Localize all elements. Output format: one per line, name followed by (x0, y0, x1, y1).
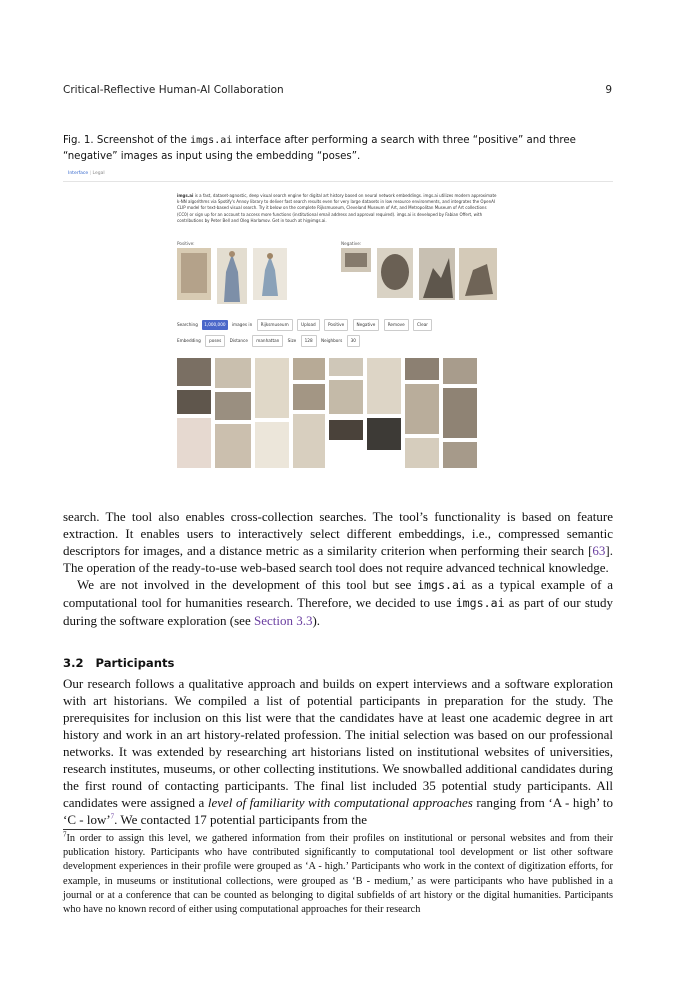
figure-caption: Fig. 1. Screenshot of the imgs.ai interface after performing a search with three “positive” and three “negative” images as input using the embedding “poses”. (63, 135, 576, 162)
result-image[interactable] (329, 420, 363, 440)
page-number: 9 (605, 84, 612, 96)
negative-label: Negative: (341, 241, 362, 246)
footnote-rule (63, 829, 141, 830)
result-image[interactable] (293, 414, 325, 468)
footnote-number: 7 (63, 830, 67, 839)
result-image[interactable] (405, 384, 439, 434)
nav-item-legal[interactable]: Legal (92, 171, 105, 176)
result-image[interactable] (329, 358, 363, 376)
footnote: $^7$In order to assign this level, we gathered information from their profiles on institutional or personal websites and from their publication history. Participants who have contributed significantly to computational tool development or list other software development experiences in their profile were grouped as ‘A - high.’ Participants who work in the context of digitization efforts, for example, in museums or institutional collections, were grouped as ‘B - medium,’ as were participants who have published in a journal or at a conference that can be counted as belonging to digital subfields of art history or the digital humanities. Participants who have no known record of either using computational approaches for their research (63, 830, 613, 916)
result-image[interactable] (367, 418, 401, 450)
neighbors-label: Neighbors (320, 338, 343, 343)
result-image[interactable] (293, 358, 325, 380)
result-image[interactable] (177, 418, 211, 468)
section-body (63, 675, 613, 828)
body-text (63, 508, 613, 629)
search-controls: Searching 1,000,000 images in Rijksmuseum Upload Positive Negative Remove Clear Embedding poses Distance manhattan Size 128 Neighbors 30 (177, 319, 502, 351)
distance-label: Distance (229, 338, 248, 343)
result-image[interactable] (255, 358, 289, 418)
positive-thumbnails (177, 248, 297, 308)
section-title: Participants (95, 656, 175, 670)
clear-button[interactable]: Clear (413, 319, 432, 331)
paragraph: search. The tool also enables cross-collection searches. The tool’s functionality is based on feature extraction. It enables users to interactively select different embeddings, i.e., compressed semantic descriptors for images, and a distance metric as a similarity criterion when performing their search [63]. The operation of the ready-to-use web-based search tool does not require advanced technical knowledge. (63, 509, 613, 575)
result-image[interactable] (215, 424, 251, 468)
size-label: Size (287, 338, 297, 343)
nav-item-interface[interactable]: Interface (68, 171, 89, 176)
figure-intro: imgs.ai is a fast, dataset-agnostic, deep visual search engine for digital art history based on neural network embeddings. imgs.ai utilizes modern approximate k-NN algorithms via Spotify's Annoy library to deliver fast search results even for very large datasets in low resource environments, and integrates the OpenAI CLIP model for text-based visual search. Try it below on the complete Rijksmuseum, Cleveland Museum of Art, and Metropolitan Museum of Art collections (CC0) or sign up for an account to access more functions (institutional email address and approval required). imgs.ai is developed by Fabian Offert, with contributions by Peter Bell and Oleg Harlamov. Get in touch at hi@imgs.ai. (177, 193, 497, 223)
neighbors-select[interactable]: 30 (347, 335, 360, 347)
positive-label: Positive: (177, 241, 195, 246)
negative-panel (341, 241, 361, 246)
distance-select[interactable]: manhattan (252, 335, 283, 347)
result-image[interactable] (255, 422, 289, 468)
result-image[interactable] (405, 438, 439, 468)
result-image[interactable] (215, 392, 251, 420)
input-images (177, 241, 502, 301)
caption-tool-name: imgs.ai (190, 135, 233, 146)
positive-button[interactable]: Positive (324, 319, 348, 331)
citation-link[interactable]: 63 (592, 543, 606, 558)
negative-button[interactable]: Negative (353, 319, 380, 331)
search-label: Searching (177, 322, 198, 327)
collection-select[interactable]: Rijksmuseum (257, 319, 293, 331)
figure-screenshot (63, 167, 613, 472)
paragraph: Our research follows a qualitative approach and builds on expert interviews and a software exploration with art historians. We compiled a list of potential participants in preparation for the study. The prerequisites for inclusion on this list were that the candidates have at least one academic degree in art history and work in an art history-related profession. The initial selection was based on our professional networks. It was extended by researching art historians listed on institutional websites of universities, research institutes, museums, or other collecting institutions. We snowballed additional candidates during the first round of contacting participants. The final list included 35 potential study participants. All candidates were assigned a level of familiarity with computational approaches ranging from ‘A - high’ to ‘C - low’$^7$. We contacted 17 potential participants from the (63, 676, 613, 827)
result-image[interactable] (293, 384, 325, 410)
result-image[interactable] (405, 358, 439, 380)
section-link[interactable]: Section 3.3 (253, 613, 313, 628)
result-image[interactable] (177, 390, 211, 414)
result-image[interactable] (177, 358, 211, 386)
figure-nav-bar: Interface | Legal (63, 167, 613, 182)
result-image[interactable] (329, 380, 363, 414)
result-image[interactable] (215, 358, 251, 388)
positive-panel (177, 241, 195, 246)
result-image[interactable] (367, 358, 401, 414)
paragraph: We are not involved in the development of this tool but see imgs.ai as a typical example of a computational tool for humanities research. Therefore, we decided to use imgs.ai as part of our study during the software exploration (see Section 3.3). (63, 577, 613, 628)
result-image[interactable] (443, 388, 477, 438)
size-select[interactable]: 128 (301, 335, 317, 347)
section-heading (63, 656, 174, 670)
result-image[interactable] (443, 358, 477, 384)
result-grid (177, 358, 477, 471)
search-count-badge: 1,000,000 (202, 320, 227, 330)
running-head (63, 84, 612, 98)
footnote-marker[interactable]: 7 (110, 812, 115, 821)
remove-button[interactable]: Remove (384, 319, 409, 331)
embedding-select[interactable]: poses (205, 335, 225, 347)
negative-thumbnails (341, 248, 501, 308)
running-head-title: Critical-Reflective Human-AI Collaboration (63, 84, 284, 96)
section-number: 3.2 (63, 656, 84, 670)
result-image[interactable] (443, 442, 477, 468)
upload-button[interactable]: Upload (297, 319, 320, 331)
embedding-label: Embedding (177, 338, 201, 343)
